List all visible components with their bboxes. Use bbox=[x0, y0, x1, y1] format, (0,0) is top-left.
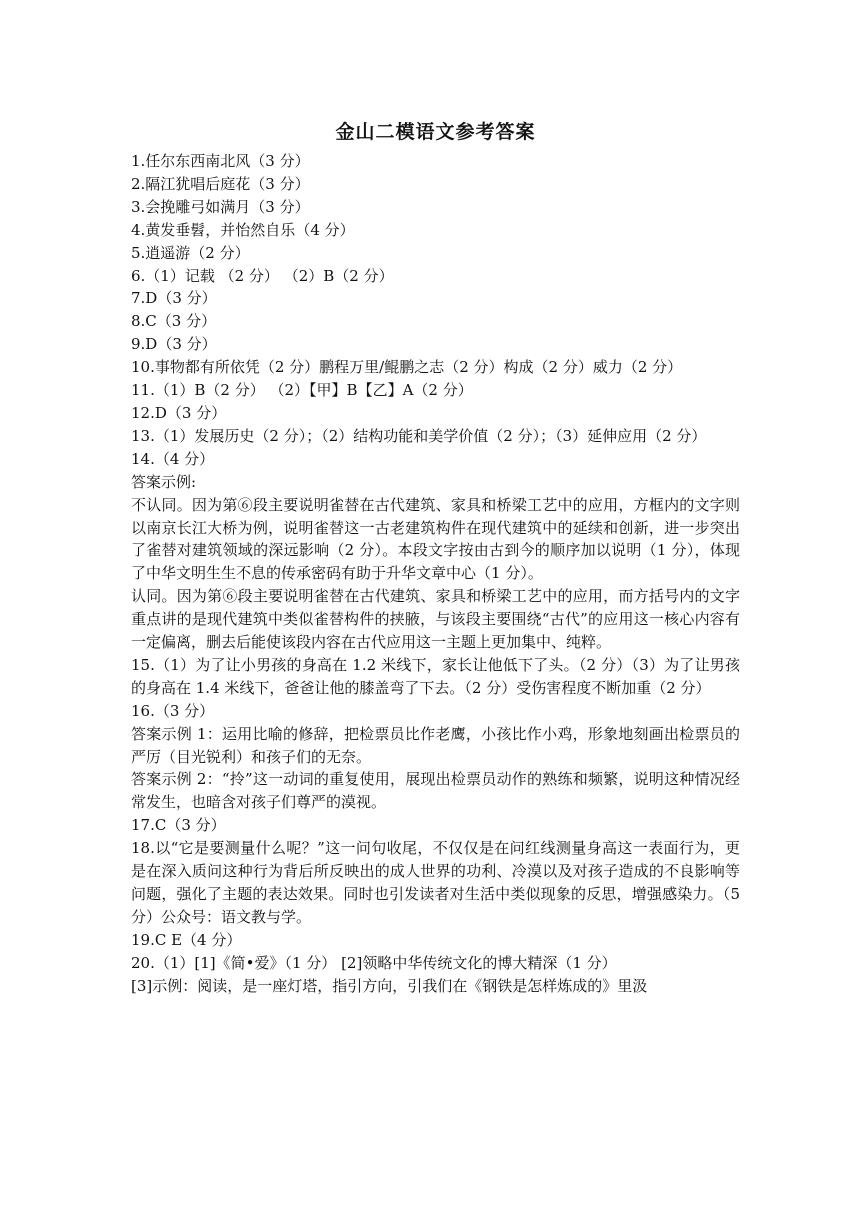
answer-line-13: 13.（1）发展历史（2 分）；（2）结构功能和美学价值（2 分）；（3）延伸应用（2 分） bbox=[131, 426, 707, 445]
answer-line-14: 14.（4 分） bbox=[131, 449, 215, 468]
answer-line-19: 19.C E（4 分） bbox=[131, 930, 242, 949]
answer-line-20-example: [3]示例：阅读，是一座灯塔，指引方向，引我们在《钢铁是怎样炼成的》里汲 bbox=[131, 976, 648, 995]
answer-line-4: 4.黄发垂髫，并怡然自乐（4 分） bbox=[131, 220, 355, 239]
answer-line-7: 7.D（3 分） bbox=[131, 289, 217, 308]
answer-line-12: 12.D（3 分） bbox=[131, 403, 227, 422]
answer-example-label: 答案示例: bbox=[131, 472, 197, 491]
answer-line-11: 11.（1）B（2 分） （2）【甲】B【乙】A（2 分） bbox=[131, 381, 473, 400]
answer-line-1: 1.任尔东西南北风（3 分） bbox=[131, 152, 310, 170]
answer-line-2: 2.隔江犹唱后庭花（3 分） bbox=[131, 174, 310, 193]
answer-line-8: 8.C（3 分） bbox=[131, 312, 217, 331]
answer-line-20: 20.（1）[1]《简•爱》（1 分） [2]领略中华传统文化的博大精深（1 分） bbox=[131, 953, 617, 972]
document-title: 金山二模语文参考答案 bbox=[335, 121, 536, 143]
answer-line-9: 9.D（3 分） bbox=[131, 335, 217, 354]
answer-line-16: 16.（3 分） bbox=[131, 701, 215, 720]
answer-list bbox=[131, 150, 740, 998]
answer-example-2: 答案示例 2：“拎”这一动词的重复使用，展现出检票员动作的熟练和频繁，说明这种情况经常发生，也暗含对孩子们尊严的漠视。 bbox=[131, 770, 740, 812]
answer-line-6: 6.（1）记载 （2 分） （2）B（2 分） bbox=[131, 266, 394, 285]
answer-line-15: 15.（1）为了让小男孩的身高在 1.2 米线下，家长让他低下了头。（2 分）（3）为了让男孩的身高在 1.4 米线下，爸爸让他的膝盖弯了下去。（2 分）受伤害程度不断加重（2 分） bbox=[131, 655, 740, 697]
answer-line-3: 3.会挽雕弓如满月（3 分） bbox=[131, 197, 310, 216]
answer-line-10: 10.事物都有所依凭（2 分）鹏程万里/鲲鹏之志（2 分）构成（2 分）威力（2 分） bbox=[131, 358, 683, 377]
answer-example-1: 答案示例 1：运用比喻的修辞，把检票员比作老鹰，小孩比作小鸡，形象地刻画出检票员的严厉（目光锐利）和孩子们的无奈。 bbox=[131, 724, 740, 766]
answer-line-5: 5.逍遥游（2 分） bbox=[131, 243, 250, 262]
answer-line-17: 17.C（3 分） bbox=[131, 816, 226, 835]
answer-paragraph-agree: 认同。因为第⑥段主要说明雀替在古代建筑、家具和桥梁工艺中的应用，而方括号内的文字重点讲的是现代建筑中类似雀替构件的挟腋，与该段主要围绕“古代”的应用这一核心内容有一定偏离，删去后能使该段内容在古代应用这一主题上更加集中、纯粹。 bbox=[131, 587, 740, 652]
answer-paragraph-disagree: 不认同。因为第⑥段主要说明雀替在古代建筑、家具和桥梁工艺中的应用，方框内的文字则以南京长江大桥为例，说明雀替这一古老建筑构件在现代建筑中的延续和创新，进一步突出了雀替对建筑领域的深远影响（2 分）。本段文字按由古到今的顺序加以说明（1 分），体现了中华文明生生不息的传承密码有助于升华文章中心（1 分）。 bbox=[131, 495, 740, 583]
answer-line-18: 18.以“它是要测量什么呢？”这一问句收尾，不仅仅是在问红线测量身高这一表面行为，更是在深入质问这种行为背后所反映出的成人世界的功利、冷漠以及对孩子造成的不良影响等问题，强化了主题的表达效果。同时也引发读者对生活中类似现象的反思，增强感染力。（5 分）公众号：语文教与学。 bbox=[131, 839, 740, 926]
